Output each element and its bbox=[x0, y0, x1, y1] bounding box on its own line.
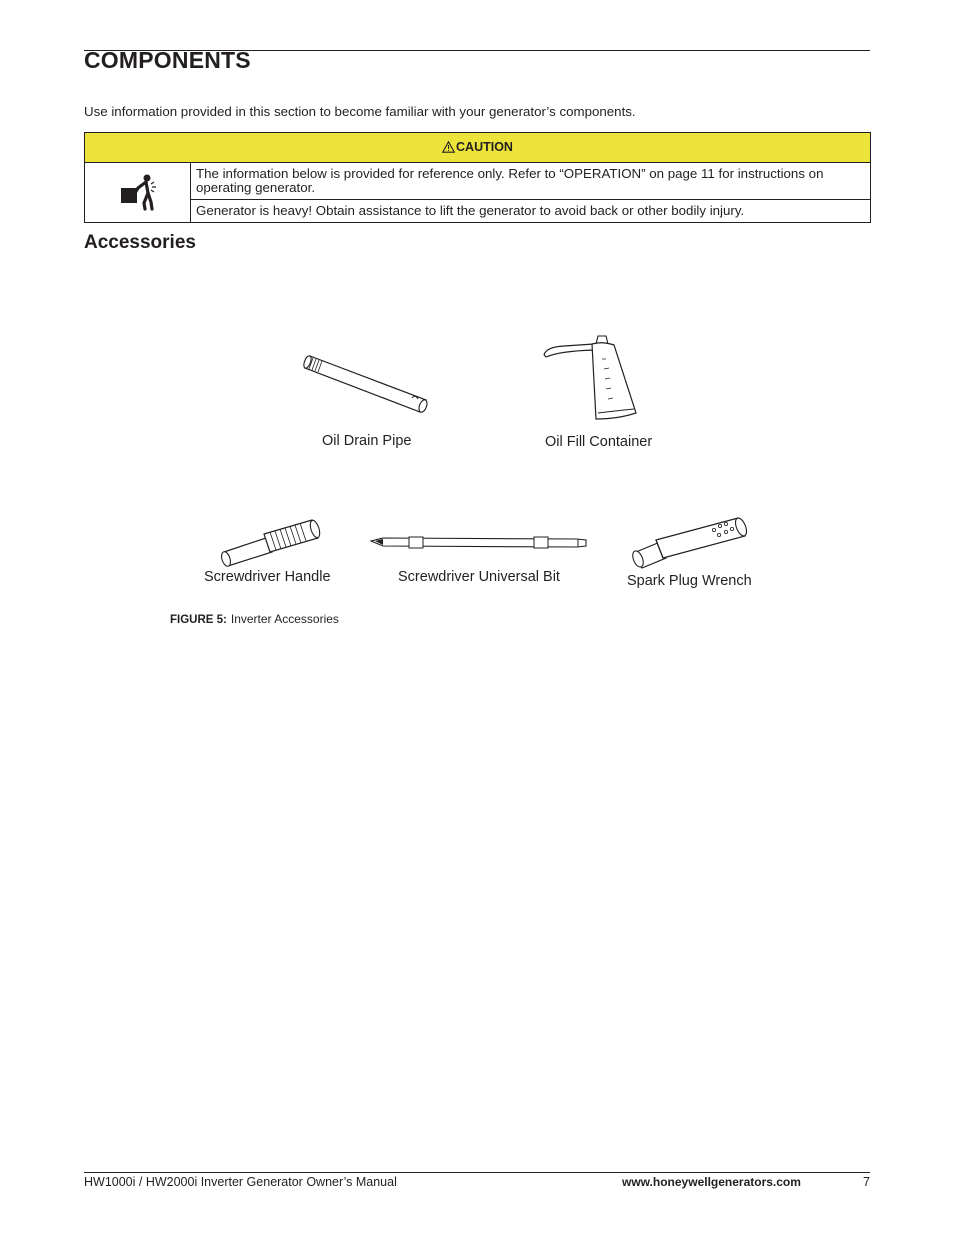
bottom-rule bbox=[84, 1172, 870, 1173]
caution-message-2: Generator is heavy! Obtain assistance to lift the generator to avoid back or other bodily injury. bbox=[191, 200, 871, 223]
page-title: COMPONENTS bbox=[84, 47, 251, 73]
heavy-lift-hazard-icon bbox=[118, 199, 158, 214]
oil-drain-pipe-illustration bbox=[300, 348, 440, 423]
figure-caption bbox=[170, 612, 339, 626]
spark-plug-wrench-illustration bbox=[626, 512, 752, 579]
screwdriver-universal-bit-illustration bbox=[369, 532, 591, 559]
oil-drain-pipe-label: Oil Drain Pipe bbox=[322, 433, 412, 449]
spark-plug-wrench-label: Spark Plug Wrench bbox=[627, 573, 752, 589]
caution-message-1: The information below is provided for reference only. Refer to “OPERATION” on page 11 for instructions on operating generator. bbox=[191, 163, 871, 200]
caution-table bbox=[84, 132, 871, 223]
oil-fill-container-illustration bbox=[540, 333, 640, 428]
accessories-heading: Accessories bbox=[84, 232, 196, 253]
screwdriver-handle-label: Screwdriver Handle bbox=[204, 569, 331, 585]
figure-caption-text: Inverter Accessories bbox=[230, 612, 339, 626]
figure-number: FIGURE 5: bbox=[170, 614, 227, 626]
footer-url: www.honeywellgenerators.com bbox=[622, 1175, 801, 1189]
warning-triangle-icon bbox=[442, 141, 455, 156]
caution-label: CAUTION bbox=[456, 139, 513, 154]
footer-page-number: 7 bbox=[863, 1175, 870, 1189]
screwdriver-universal-bit-label: Screwdriver Universal Bit bbox=[398, 569, 560, 585]
screwdriver-handle-illustration bbox=[214, 516, 326, 577]
intro-paragraph: Use information provided in this section to become familiar with your generator’s components. bbox=[84, 104, 636, 119]
oil-fill-container-label: Oil Fill Container bbox=[545, 434, 653, 450]
caution-header bbox=[85, 133, 871, 163]
footer-manual-title: HW1000i / HW2000i Inverter Generator Owner’s Manual bbox=[84, 1175, 397, 1189]
caution-icon-cell bbox=[85, 163, 191, 223]
